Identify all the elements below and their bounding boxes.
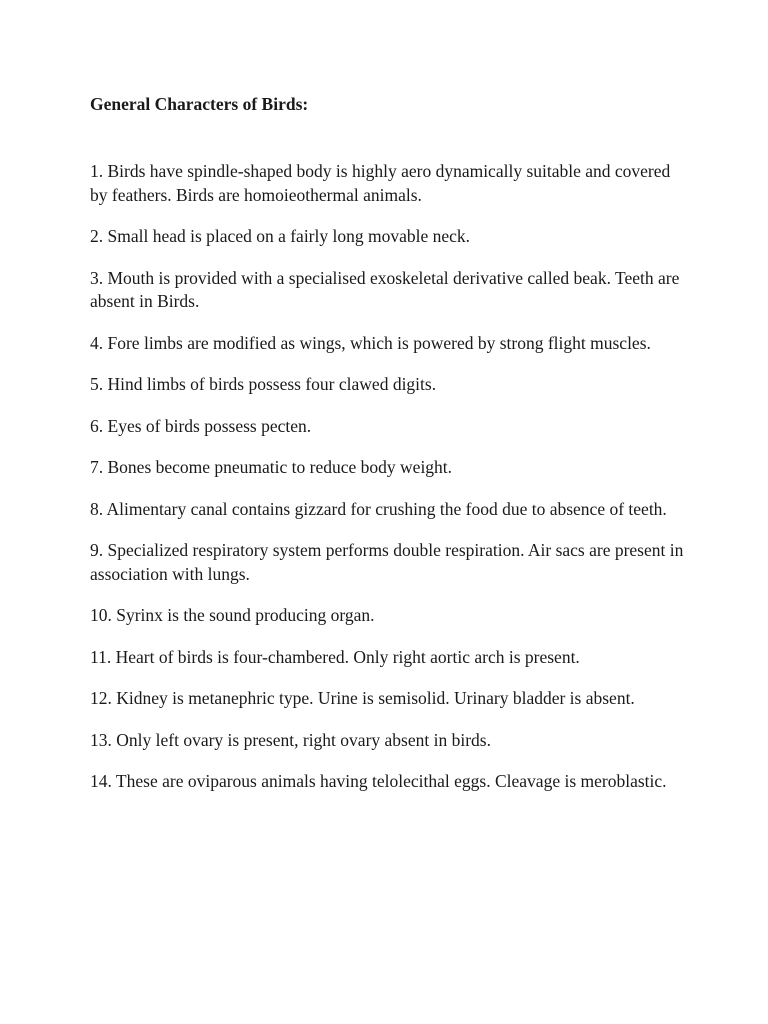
list-item: 8. Alimentary canal contains gizzard for crushing the food due to absence of teeth. [90, 498, 667, 519]
list-item: 5. Hind limbs of birds possess four clawed digits. [90, 374, 437, 394]
list-item: 6. Eyes of birds possess pecten. [90, 415, 312, 436]
list-item: 3. Mouth is provided with a specialised exoskeletal derivative called beak. Teeth are absent in Birds. [90, 267, 680, 311]
list-item: 4. Fore limbs are modified as wings, which is powered by strong flight muscles. [90, 332, 651, 353]
characters-list [90, 160, 690, 812]
list-item: 2. Small head is placed on a fairly long movable neck. [90, 226, 471, 246]
list-item: 1. Birds have spindle-shaped body is highly aero dynamically suitable and covered by feathers. Birds are homoieothermal animals. [90, 161, 671, 205]
list-item: 9. Specialized respiratory system performs double respiration. Air sacs are present in association with lungs. [90, 540, 684, 584]
list-item: 14. These are oviparous animals having telolecithal eggs. Cleavage is meroblastic. [90, 771, 667, 791]
list-item: 13. Only left ovary is present, right ovary absent in birds. [90, 729, 491, 750]
list-item: 12. Kidney is metanephric type. Urine is semisolid. Urinary bladder is absent. [90, 688, 635, 708]
list-item: 10. Syrinx is the sound producing organ. [90, 605, 375, 625]
list-item: 11. Heart of birds is four-chambered. Only right aortic arch is present. [90, 646, 580, 667]
document-title: General Characters of Birds: [90, 94, 309, 114]
list-item: 7. Bones become pneumatic to reduce body weight. [90, 457, 453, 477]
